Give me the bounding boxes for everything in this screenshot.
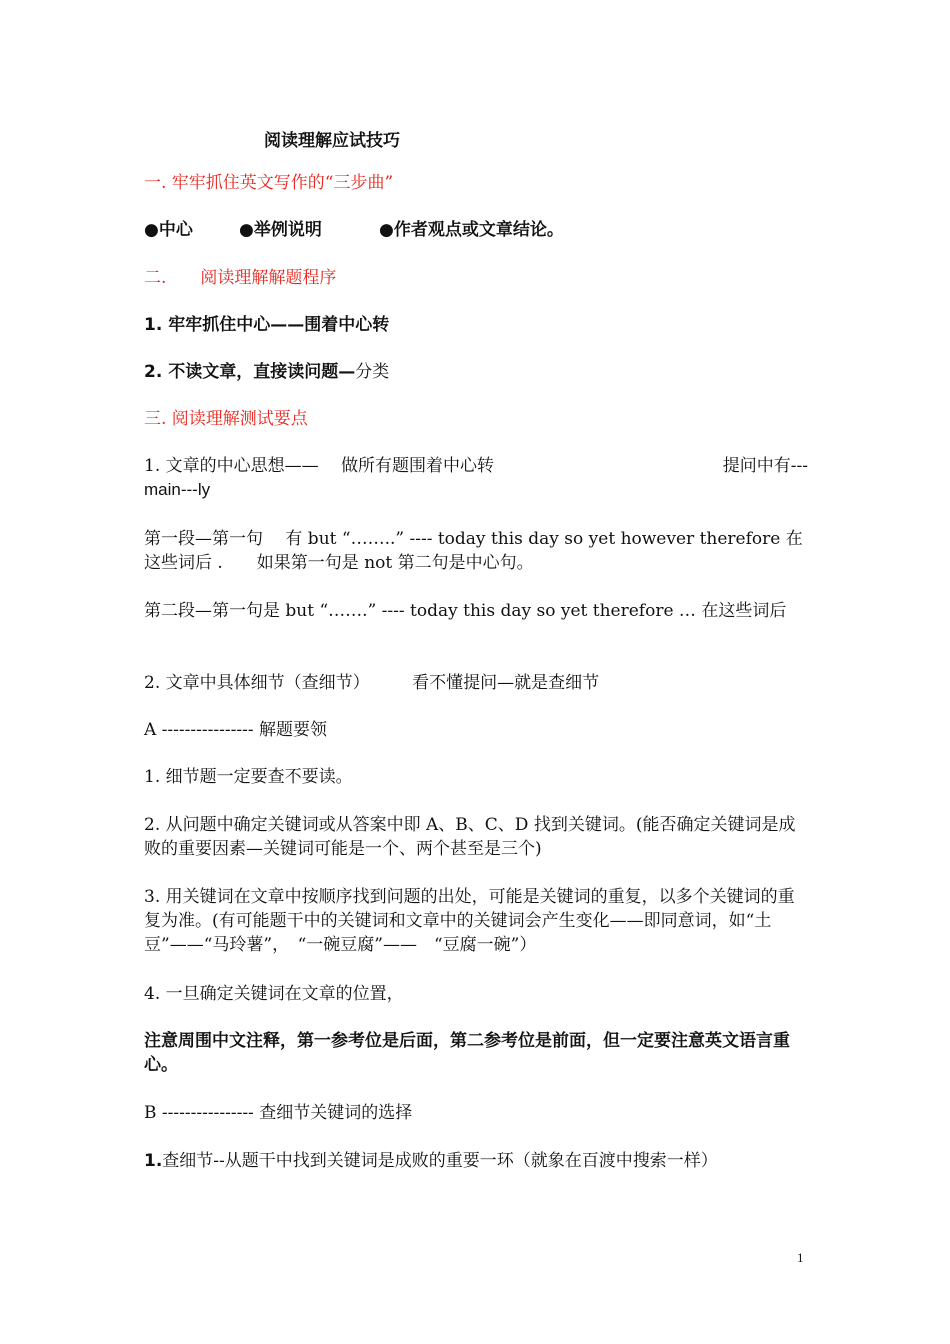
tip-b1-text: 查细节--从题干中找到关键词是成败的重要一环（就象在百渡中搜索一样） [162, 1151, 718, 1171]
step-2-normal: 分类 [355, 362, 390, 382]
subsection-b: B ---------------- 查细节关键词的选择 [144, 1103, 413, 1123]
point-2: 2. 文章中具体细节（查细节） 看不懂提问—就是查细节 [144, 673, 600, 693]
bullet-conclusion: ●作者观点或文章结论。 [379, 220, 564, 240]
tip-b1 [144, 1149, 808, 1173]
section-heading-2: 二. 阅读理解解题程序 [144, 268, 337, 288]
point-1-right: 提问中有--- [722, 456, 808, 476]
bullet-example: ●举例说明 [239, 220, 322, 240]
tip-a3: 3. 用关键词在文章中按顺序找到问题的出处，可能是关键词的重复，以多个关键词的重复为准。(有可能题干中的关键词和文章中的关键词会产生变化——即同意词，如“土豆”——“马玲薯”， “一碗豆腐”—— “豆腐一碗”） [144, 887, 795, 955]
page-number: 1 [797, 1250, 804, 1265]
bullet-list [144, 218, 808, 242]
section-heading-1: 一. 牢牢抓住英文写作的“三步曲” [144, 173, 394, 193]
bullet-center: ●中心 [144, 220, 193, 240]
tip-b1-number: 1. [144, 1151, 163, 1171]
step-2 [144, 360, 808, 384]
tip-a4: 4. 一旦确定关键词在文章的位置， [144, 984, 404, 1004]
document-title: 阅读理解应试技巧 [264, 131, 400, 151]
section-heading-3: 三. 阅读理解测试要点 [144, 409, 308, 429]
paragraph-first-section: 第一段—第一句 有 but “……..” ---- today this day so yet however therefore 在这些词后 . 如果第一句是 not 第二句是中心句。 [144, 529, 803, 573]
point-1-left: 1. 文章的中心思想—— 做所有题围着中心转 [144, 456, 495, 476]
tip-a1: 1. 细节题一定要查不要读。 [144, 767, 353, 787]
point-1 [144, 454, 808, 502]
paragraph-second-section: 第二段—第一句是 but “…….” ---- today this day so yet therefore … 在这些词后 [144, 601, 787, 621]
step-2-bold: 2. 不读文章，直接读问题— [144, 362, 356, 382]
point-1-line2: main---ly [144, 480, 211, 499]
attention-note: 注意周围中文注释，第一参考位是后面，第二参考位是前面，但一定要注意英文语言重心。 [144, 1031, 790, 1075]
step-1: 1. 牢牢抓住中心——围着中心转 [144, 315, 390, 335]
subsection-a: A ---------------- 解题要领 [144, 720, 327, 740]
tip-a2: 2. 从问题中确定关键词或从答案中即 A、B、C、D 找到关键词。(能否确定关键词是成败的重要因素—关键词可能是一个、两个甚至是三个) [144, 815, 796, 859]
